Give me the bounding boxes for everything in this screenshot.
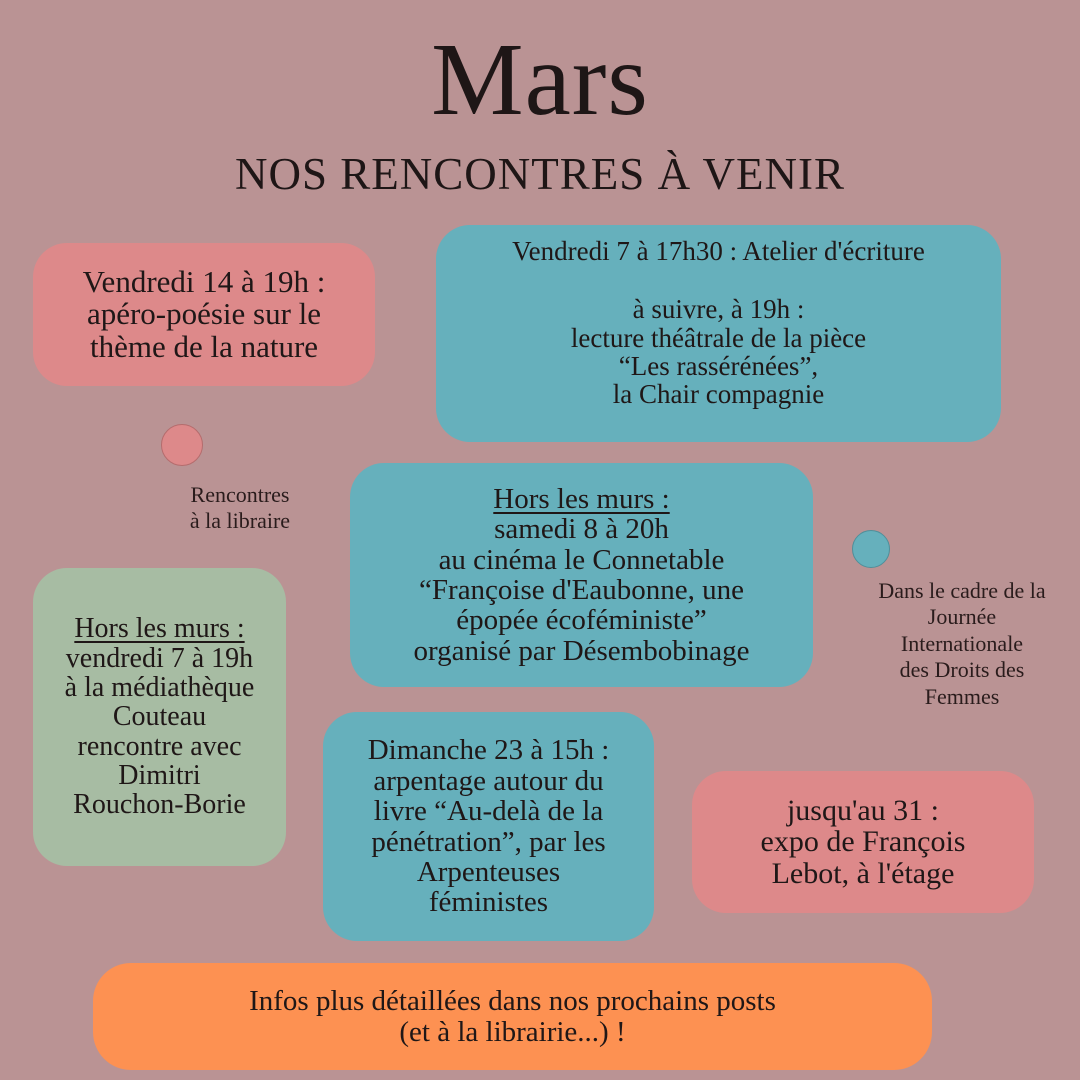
event-line: à suivre, à 19h : — [632, 294, 805, 325]
legend-line: Femmes — [924, 683, 1000, 709]
legend-pink-dot — [161, 424, 203, 466]
event-card-apero-poesie — [33, 243, 375, 386]
event-heading: Hors les murs : — [74, 613, 245, 645]
legend-teal-dot — [852, 530, 890, 568]
event-line: Arpenteuses — [416, 855, 561, 888]
event-line: Vendredi 7 à 17h30 : Atelier d'écriture — [512, 236, 925, 266]
event-line: Rouchon-Borie — [73, 789, 246, 821]
event-card-atelier-ecriture — [436, 225, 1001, 442]
legend-line: Dans le cadre de la — [878, 578, 1046, 603]
spacer — [436, 265, 1001, 295]
event-line: expo de François — [760, 825, 966, 859]
event-line: samedi 8 à 20h — [494, 513, 669, 546]
event-line: féministes — [428, 886, 549, 919]
event-line: Lebot, à l'étage — [771, 856, 955, 890]
legend-line: à la libraire — [189, 508, 291, 534]
page-subtitle: NOS RENCONTRES À VENIR — [235, 149, 845, 199]
event-line: thème de la nature — [89, 328, 319, 364]
event-heading: Hors les murs : — [493, 482, 670, 515]
event-line: à la médiathèque — [64, 671, 255, 703]
event-line: lecture théâtrale de la pièce — [570, 322, 867, 353]
event-card-cinema — [350, 463, 813, 687]
event-card-mediatheque — [33, 568, 286, 866]
event-card-arpentage — [323, 712, 654, 941]
event-line: vendredi 7 à 19h — [65, 642, 254, 674]
event-line: Couteau — [112, 701, 207, 733]
legend-line: Journée — [927, 604, 997, 630]
event-line: au cinéma le Connetable — [438, 543, 725, 576]
event-card-expo — [692, 771, 1034, 913]
event-line: Dimanche 23 à 15h : — [367, 734, 610, 767]
event-line: rencontre avec — [77, 730, 242, 762]
event-line: organisé par Désembobinage — [413, 634, 750, 667]
legend-teal-label — [842, 578, 1080, 710]
event-line: Dimitri — [118, 760, 201, 792]
legend-pink-label — [150, 482, 330, 535]
event-line: jusqu'au 31 : — [786, 793, 940, 827]
event-line: pénétration”, par les — [371, 825, 606, 858]
legend-line: des Droits des — [899, 657, 1025, 683]
event-line: “Les rassérénées”, — [618, 351, 819, 382]
info-line: Infos plus détaillées dans nos prochains posts — [249, 985, 776, 1018]
event-line: la Chair compagnie — [612, 379, 825, 410]
event-line: Vendredi 14 à 19h : — [82, 263, 326, 299]
event-line: arpentage autour du — [373, 764, 604, 797]
event-line: épopée écoféministe” — [456, 604, 707, 637]
info-banner — [93, 963, 932, 1070]
event-line: apéro-poésie sur le — [86, 296, 322, 332]
info-line: (et à la librairie...) ! — [399, 1015, 626, 1048]
legend-line: Internationale — [900, 630, 1024, 656]
event-line: “Françoise d'Eaubonne, une — [419, 574, 744, 606]
legend-line: Rencontres — [190, 482, 290, 507]
event-line: livre “Au-delà de la — [373, 795, 604, 828]
page-title: Mars — [431, 22, 649, 137]
